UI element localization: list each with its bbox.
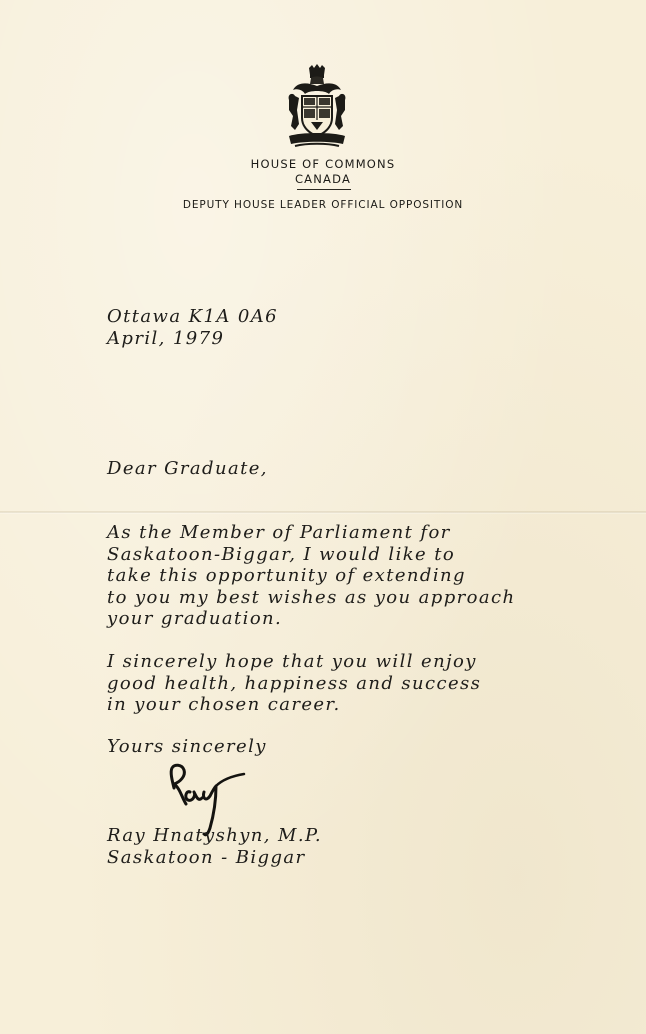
body-line: As the Member of Parliament for: [107, 522, 451, 543]
body-line: in your chosen career.: [107, 694, 341, 715]
closing: Yours sincerely: [107, 736, 267, 757]
letterhead-divider: [297, 189, 351, 190]
salutation: Dear Graduate,: [107, 458, 268, 479]
body-line: I sincerely hope that you will enjoy: [107, 651, 477, 672]
body-paragraph-2: [107, 651, 481, 716]
body-line: your graduation.: [107, 608, 283, 629]
sender-address: Ottawa K1A 0A6: [107, 306, 278, 327]
signatory-riding: Saskatoon - Biggar: [107, 847, 306, 868]
body-line: Saskatoon-Biggar, I would like to: [107, 543, 456, 565]
coat-of-arms-of-canada-icon: [283, 64, 351, 150]
paper-fold-line: [0, 511, 646, 514]
body-paragraph-1: [107, 522, 515, 630]
letterhead-office: DEPUTY HOUSE LEADER OFFICIAL OPPOSITION: [182, 199, 464, 211]
signatory-name: Ray Hnatyshyn, M.P.: [107, 825, 322, 846]
letterhead-country: CANADA: [294, 172, 352, 186]
letter-date: April, 1979: [107, 328, 225, 349]
letterhead-organization: HOUSE OF COMMONS: [250, 157, 396, 171]
body-line: good health, happiness and success: [107, 672, 482, 694]
body-line: to you my best wishes as you approach: [107, 586, 516, 608]
body-line: take this opportunity of extending: [107, 565, 466, 586]
